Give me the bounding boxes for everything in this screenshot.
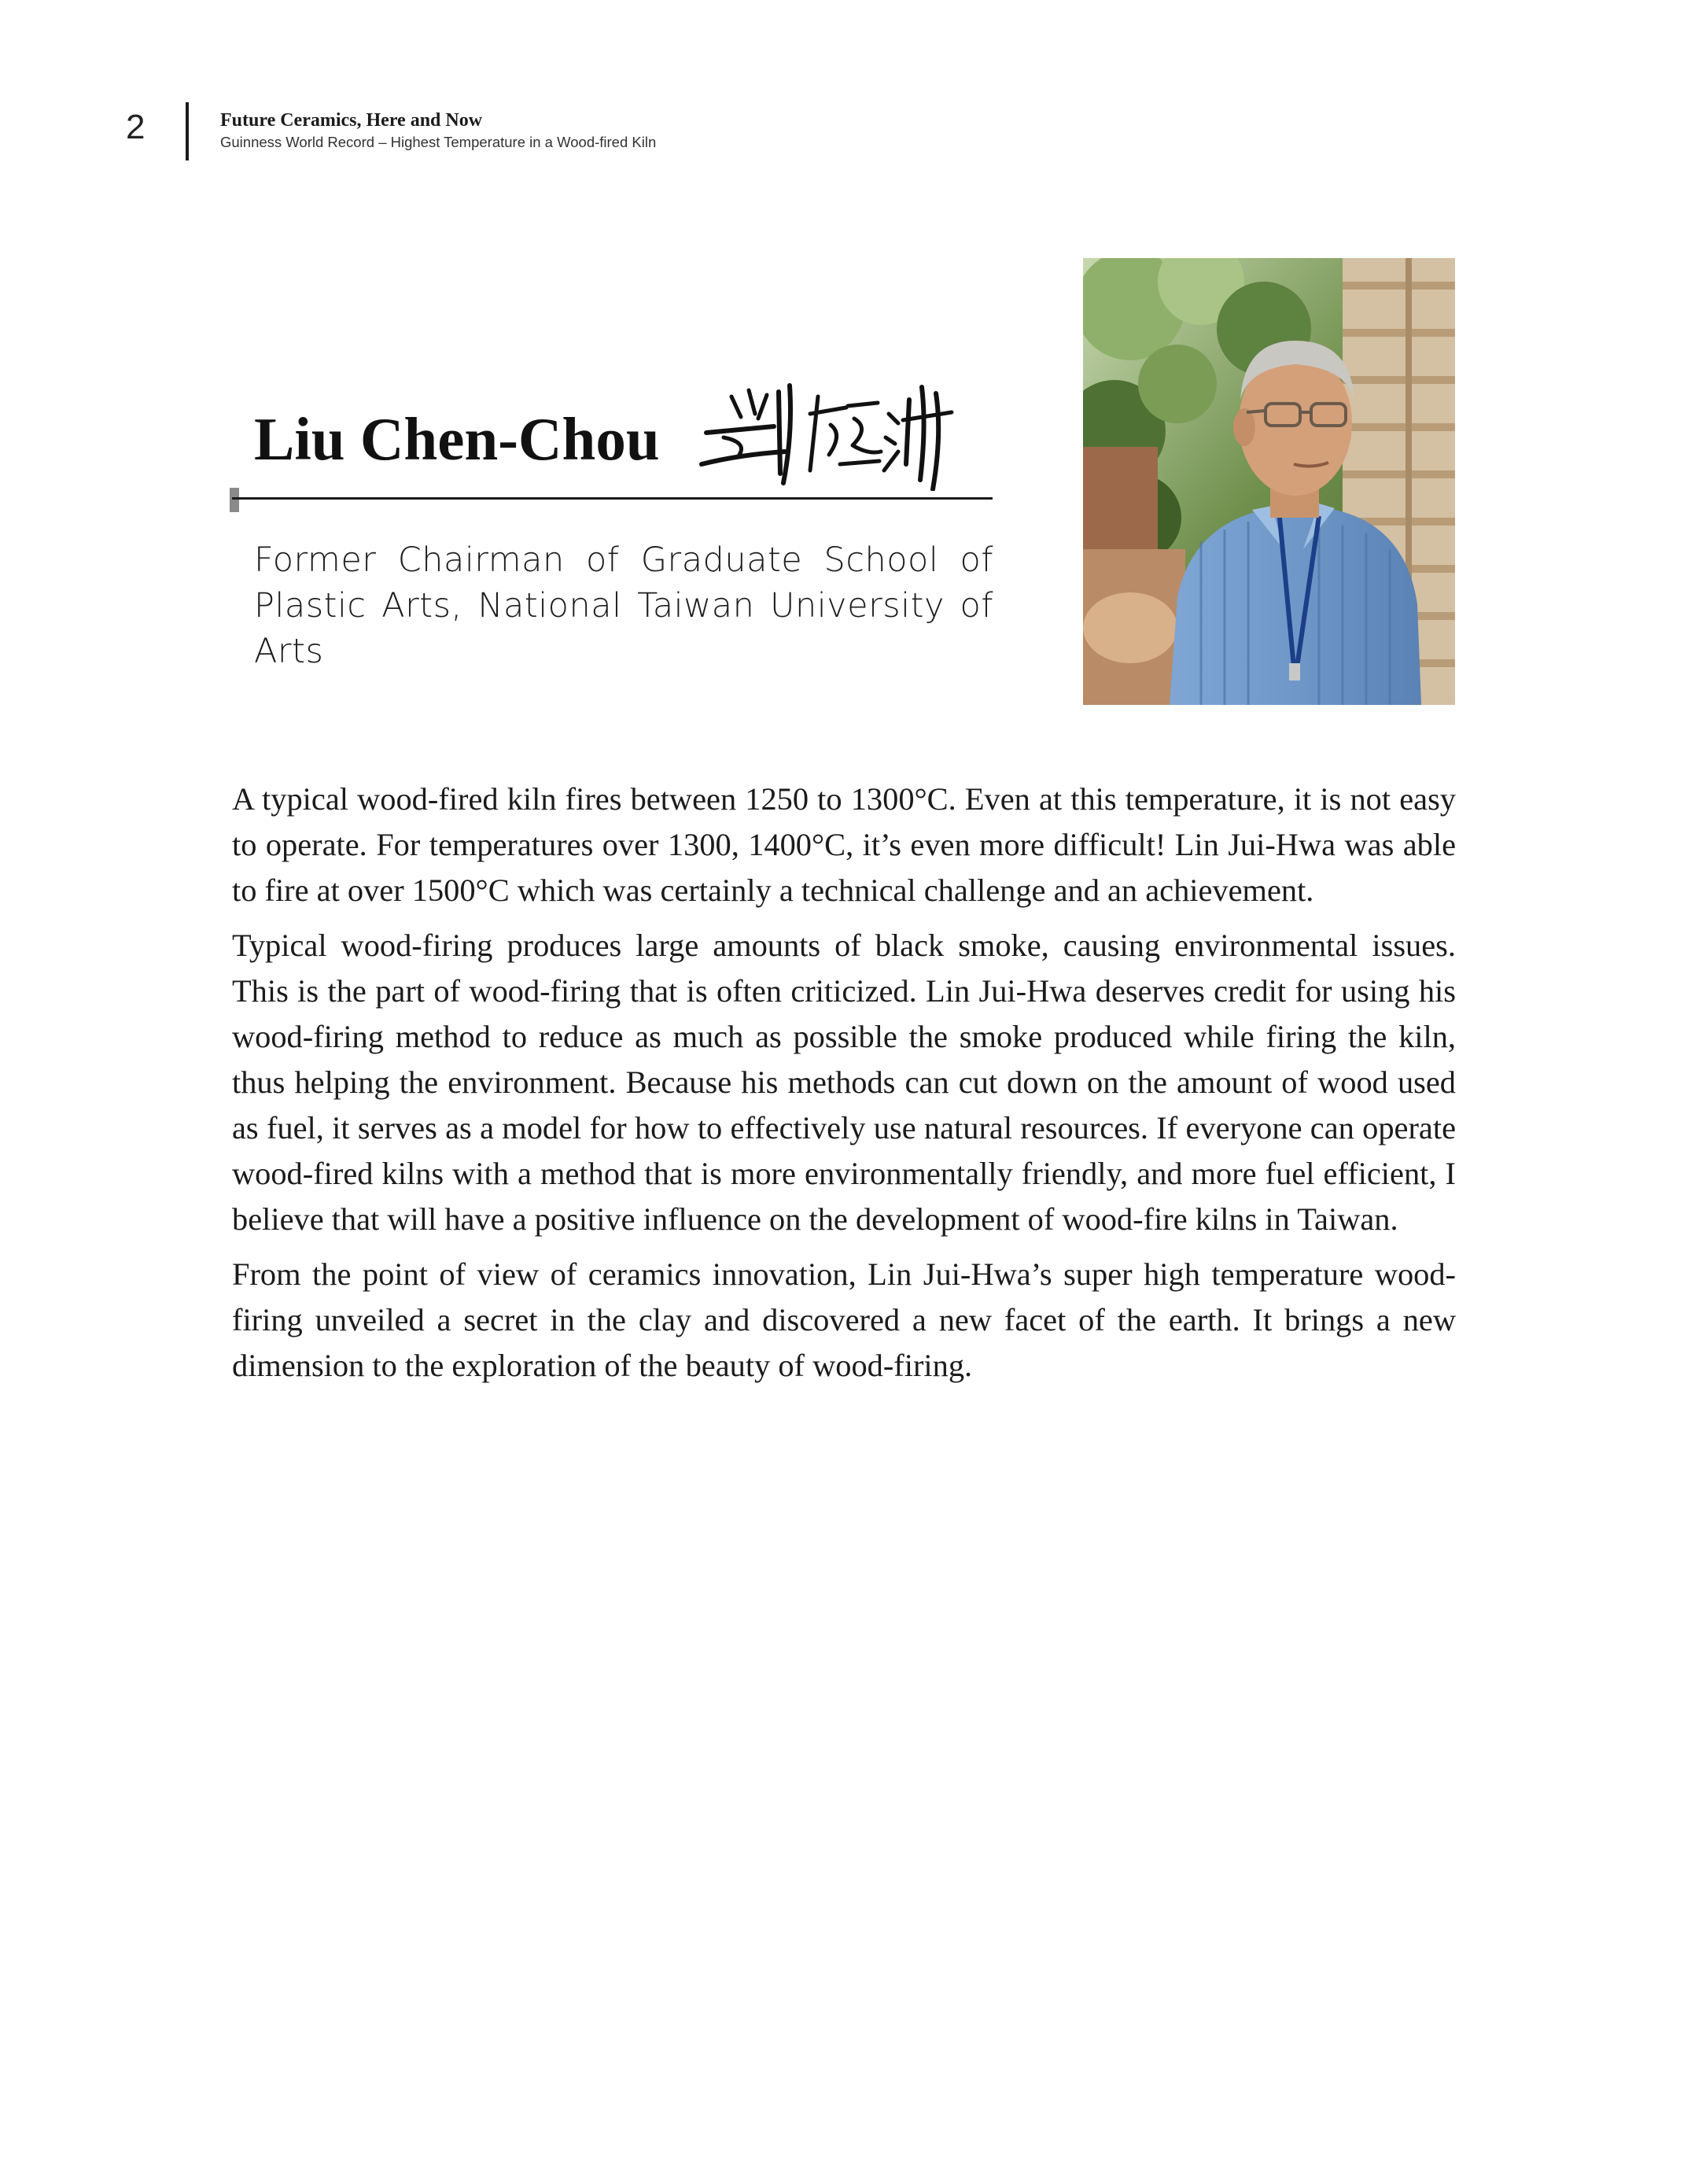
body-text — [232, 777, 1456, 1398]
running-title: Future Ceramics, Here and Now — [220, 110, 483, 131]
name-rule — [232, 497, 993, 500]
running-subtitle: Guinness World Record – Highest Temperature in a Wood-fired Kiln — [220, 134, 657, 150]
paragraph: From the point of view of ceramics innovation, Lin Jui-Hwa’s super high temperature wood-firing unveiled a secret in the clay and discovered a new facet of the earth. It brings a new dimension to the exploration of the beauty of wood-firing. — [232, 1256, 1456, 1383]
header-divider — [186, 102, 189, 160]
signature-image — [692, 379, 963, 491]
author-portrait-image — [1083, 258, 1455, 705]
page-number: 2 — [126, 108, 146, 146]
paragraph: Typical wood-firing produces large amounts of black smoke, causing environmental issues. This is the part of wood-firing that is often criticized. Lin Jui-Hwa deserves credit for using his wood-firing method to reduce as much as possible the smoke produced while firing the kiln, thus helping the environment. Because his methods can cut down on the amount of wood used as fuel, it serves as a model for how to effectively use natural resources. If everyone can operate wood-fired kilns with a method that is more environmentally friendly, and more fuel efficient, I believe that will have a positive influence on the development of wood-fire kilns in Taiwan. — [232, 928, 1456, 1237]
author-name: Liu Chen-Chou — [254, 405, 660, 473]
paragraph: A typical wood-fired kiln fires between 1250 to 1300°C. Even at this temperature, it is not easy to operate. For temperatures over 1300, 1400°C, it’s even more difficult! Lin Jui-Hwa was able to fire at over 1500°C which was certainly a technical challenge and an achievement. — [232, 781, 1456, 908]
name-rule-tab — [230, 488, 239, 512]
author-title: Former Chairman of Graduate School of Plastic Arts, National Taiwan University of Arts — [254, 540, 993, 671]
